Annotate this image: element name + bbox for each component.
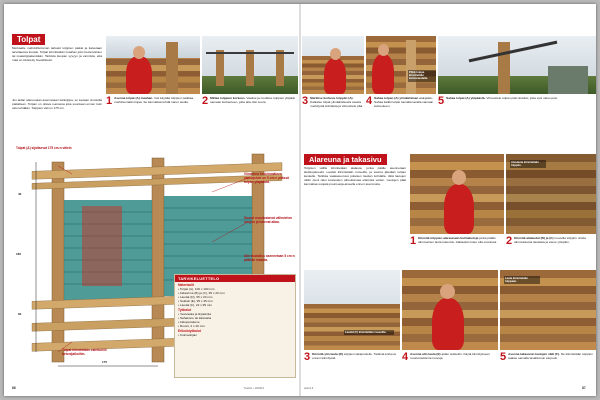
callout-frame: Suorat muodostavat välimiehen rungon ja tukevat aitaa. [244, 216, 293, 225]
right-step-4-caption [402, 352, 498, 382]
step-3-caption [302, 96, 364, 124]
right-folio-meta: teehot.fi [304, 387, 314, 390]
step-2-lead: Mittaa tolppien korkeus. [210, 96, 246, 100]
step-1-text: Voit käyttää tolppien paikkaa merkitsemään linjaa. Se kannattaa tehdä narun avulla. [114, 96, 194, 104]
callout-foundation: Tolpat kiinnitetään valettuihin betonijalkoihin. [62, 348, 107, 357]
step-5-number: 5 [438, 96, 445, 107]
right-step-4-number: 4 [402, 352, 409, 363]
dimension-spacing: 175 [102, 360, 108, 364]
right-step-3-caption [304, 352, 400, 382]
material-item: • Aidasrima (B) ja (C), 95 x 20 mm [178, 291, 225, 295]
step-5-caption [438, 96, 596, 124]
right-step-5-caption [500, 352, 596, 382]
step-1-number: 1 [106, 96, 113, 107]
step-photo-1 [106, 36, 200, 94]
spread-gutter [299, 4, 301, 396]
step-photo-2 [202, 36, 298, 94]
material-item: • Laudat (D), 95 x 20 mm [178, 295, 213, 299]
extra-tools-heading: Erikoistyökalut [178, 329, 201, 333]
left-section-title: Tolpat [12, 34, 45, 45]
step-1-lead: Asenna tolpat (A) maahan. [114, 96, 154, 100]
left-folio-number: 86 [12, 386, 16, 390]
material-item: • Laudat (F), 22 x 95 mm [178, 303, 213, 307]
step-3-lead: Merkitse korkeus tolppiin (A). [310, 96, 354, 100]
step-3-number: 3 [302, 96, 309, 107]
materials-box [174, 274, 296, 378]
tool-item: • Vesivaaka ja linjalanka [178, 312, 212, 316]
right-photo-4 [402, 270, 498, 350]
dimension-middle: 60 [18, 312, 22, 316]
materials-box-title: TARVIKELUETTELO [175, 275, 295, 282]
right-step-3-lead: Kiinnitä ylin lauta (D) [312, 352, 343, 356]
step-photo-4 [366, 36, 436, 94]
right-step-5-text: Ne kiinnitetään tolppien taakse samalla tavalla kuin etupuoli. [508, 352, 593, 360]
step-4-caption [366, 96, 436, 124]
right-folio-number: 87 [582, 386, 586, 390]
step-photo-3 [302, 36, 364, 94]
right-step-1-text: jonka päälle alimmainen lauta tukeutuu. Alalaudan tulee olla suorassa. [418, 236, 498, 244]
right-step-5-number: 5 [500, 352, 507, 363]
right-step-2-number: 2 [506, 236, 513, 247]
step-4-lead: Sahaa tolpan (A) ylimääräinen osa pois. [374, 96, 433, 100]
right-step-1-lead: Kiinnitä tolppien alareunaan kulmaheloja [418, 236, 479, 240]
step-2-number: 2 [202, 96, 209, 107]
right-step-1-number: 1 [410, 236, 417, 247]
tool-item: • Akkuporakone [178, 320, 200, 324]
step-3-text: Katkaise tolpat ylimääräisestä osasta merkitystä kohdasta ja viimeistele pää. [310, 100, 364, 108]
material-item: • Sokkeli (E), 95 x 45 mm [178, 299, 213, 303]
step-1-caption [106, 96, 200, 118]
step-2-text: Vaaitse ja merkitse tolppien yläpäät samaan korkeuteen, jotta aita olisi suora. [210, 96, 295, 104]
tools-heading: Työkalut [178, 308, 191, 312]
photo-label-1: Pitkä tolppa kiinnitetään kulmaraudalla. [408, 70, 436, 82]
tool-item: • Ruuvit, 4 x 40 mm [178, 324, 205, 328]
right-photo-1 [410, 154, 504, 234]
magazine-spread [4, 4, 596, 396]
intro-paragraph-2: Jos aidan alareunaan asennetaan tukitolppa, se tuetaan vinotuilla paikalleen. Tolpan on oltava suorassa joka suuntaan ennen kuin valu tehdään. Tolppien väli on 175 cm. [12, 98, 102, 111]
dimension-upper: 40 [18, 192, 22, 196]
right-section-title: Alareuna ja takasivu [304, 154, 387, 165]
right-body-paragraph: Tolppien välille kiinnitetään alalauta, jonka päälle asennetaan lankkupaneelit. Laudat kiinnitetään ruuveilla, ja sauma jätetään tolpan keskelle. Tarkista vaakasuoruus jokaisen laudan kohdalla. Jätä lautojen väliin pieni rako kosteuden aiheuttamaa elämistä varten. Lautojen päät kannattaa suojata puunsuoja-aineella ennen asennusta. [304, 166, 406, 187]
right-step-5-lead: Asenna takasivun lautojen välit (F). [508, 352, 560, 356]
step-4-number: 4 [366, 96, 373, 107]
materials-heading: Materiaalit [178, 283, 194, 287]
tool-item: • Sahakone tai käsisaha [178, 316, 212, 320]
photo-label-4: Lauta kiinnitetään tolppaan. [504, 276, 540, 284]
right-step-3-number: 3 [304, 352, 311, 363]
right-step-2-caption [506, 236, 596, 266]
intro-paragraph-1: Merkaalle mahdollisimman tarkasti tolppien paikat ja kaivetaan tarvittaessa kuopat. Tolpat kiinnitetään maahan joko betonivaluun tai maatolppakenkään. Tarkista kuopan syvyys ja varmista, että maa on tiivistetty huolellisesti. [12, 46, 102, 63]
callout-top-rail: Viimeinen keskimmäinen vaakajohde on 5 cm:n päässä tolpan yläpäästä. [244, 172, 289, 185]
step-2-caption [202, 96, 298, 118]
extra-tool-item: • Kulmaohjain [178, 333, 197, 337]
right-photo-3 [304, 270, 400, 350]
dimension-height: 180 [16, 252, 22, 256]
photo-label-3: Laudat (F) kiinnitetään ruuveilla. [344, 330, 394, 335]
material-item: • Tolpat (A), 100 x 100 mm [178, 287, 215, 291]
right-step-3-text: tolppien takapuolelle. Tarkista korkeus ennen kiinnitystä. [312, 352, 397, 360]
step-5-lead: Sahaa tolpat (A) yläpäästä. [446, 96, 486, 100]
right-photo-2 [506, 154, 596, 234]
step-4-text: Sahaa kaikki tolpat samalla tavalla samaan korkeuteen. [374, 100, 434, 108]
photo-label-2: Aluslauta kiinnitetään tolppiin. [510, 160, 546, 168]
right-step-4-text: aidan sokkeliin. Käytä kiinnitykseen ruostumattomia ruuveja. [410, 352, 490, 360]
callout-bottom-board: Alin laudoitus asennetaan 5 cm:n päähän maasta. [244, 254, 295, 263]
right-step-4-lead: Asenna alin lauta (E) [410, 352, 441, 356]
step-photo-5 [438, 36, 596, 94]
step-5-text: Viimeistele tolpan pää viistoksi, jotta vesi valuu pois. [486, 96, 558, 100]
right-step-1-caption [410, 236, 504, 266]
callout-post-spacing: Tolpat (A) sijaitsevat 175 cm:n välein [16, 146, 72, 150]
right-step-2-text: ruuveilla tolppiin. Aloita alimmaisesta laudasta ja etene ylöspäin. [514, 236, 586, 244]
left-folio-meta: TeeHot • 10/2013 [244, 387, 264, 390]
right-photo-5 [500, 270, 596, 350]
right-step-2-lead: Kiinnitä alalaudat (B) ja (C) [514, 236, 554, 240]
